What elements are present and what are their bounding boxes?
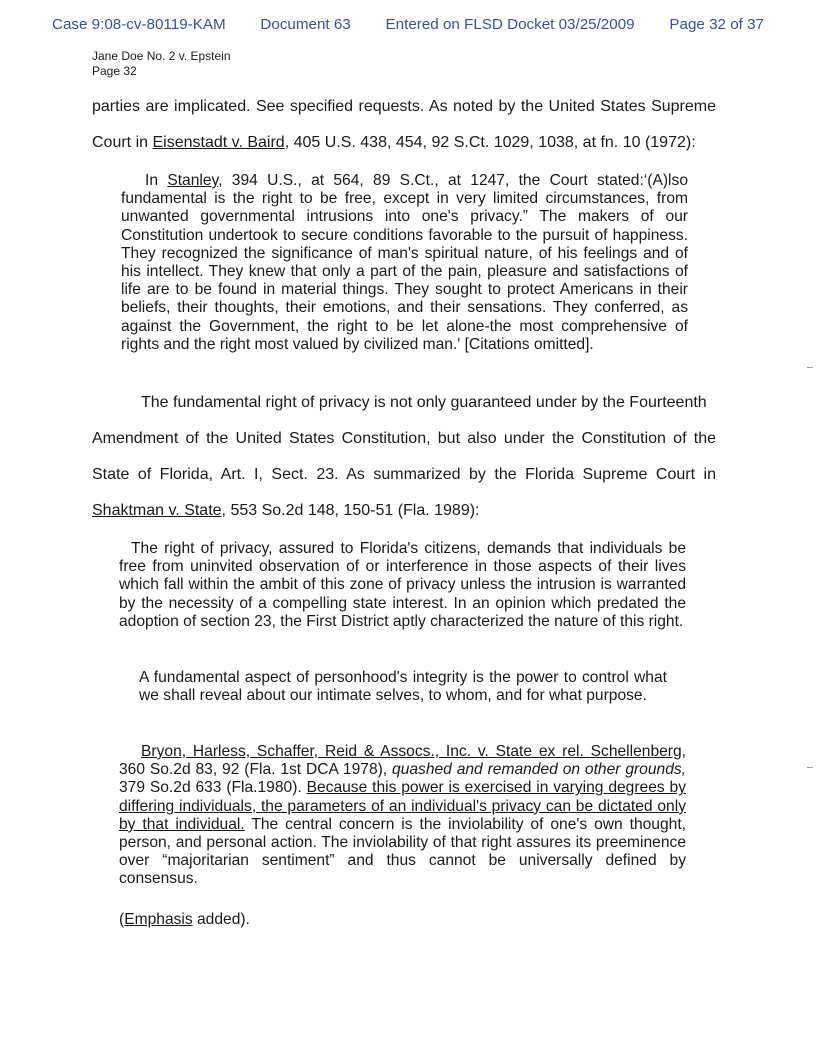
case-number: Case 9:08-cv-80119-KAM [52, 15, 226, 33]
body-line: The fundamental right of privacy is not only guaranteed under by the Fourteenth [141, 394, 707, 411]
body-line: Court in Eisenstadt v. Baird, 405 U.S. 438, 454, 92 S.Ct. 1029, 1038, at fn. 10 (1972): [92, 134, 696, 151]
scan-mark [807, 767, 813, 768]
page-count: Page 32 of 37 [669, 15, 764, 33]
body-line: Shaktman v. State, 553 So.2d 148, 150-51 (Fla. 1989): [92, 502, 480, 519]
scan-mark [807, 367, 813, 368]
case-citation: Bryon, Harless, Schaffer, Reid & Assocs., Inc. v. State ex rel. Schellenberg [141, 743, 682, 760]
document-number: Document 63 [260, 15, 351, 33]
docket-entry: Entered on FLSD Docket 03/25/2009 [385, 15, 635, 33]
case-citation: Eisenstadt v. Baird [152, 134, 285, 151]
block-quote: Bryon, Harless, Schaffer, Reid & Assocs., Inc. v. State ex rel. Schellenberg, 360 So.2d 83, 92 (Fla. 1st DCA 1978), quashed and remanded on other grounds, 379 So.2d 633 (Fla.1980). Because this power is exercised in varying degrees by differing individuals, the parameters of an individual's privacy can be dictated only by that individual. The central concern is the inviolability of one's own thought, person, and personal action. The inviolability of that right assures its preeminence over “majoritarian sentiment” and thus cannot be universally defined by consensus. [119, 743, 686, 888]
case-caption: Jane Doe No. 2 v. Epstein [92, 49, 231, 63]
case-citation: Stanley [167, 172, 219, 189]
body-line: parties are implicated. See specified requests. As noted by the United States Supreme [92, 98, 716, 115]
body-line: State of Florida, Art. I, Sect. 23. As summarized by the Florida Supreme Court in [92, 466, 716, 483]
page-label: Page 32 [92, 64, 137, 78]
emphasis-note: (Emphasis added). [119, 911, 250, 928]
case-citation: Shaktman v. State [92, 502, 222, 519]
block-quote: In Stanley, 394 U.S., at 564, 89 S.Ct., at 1247, the Court stated:‘(A)lso fundamental is the right to be free, except in very limited circumstances, from unwanted governmental intrusions into one's privacy.” The makers of our Constitution undertook to secure conditions favorable to the pursuit of happiness. They recognized the significance of man's spiritual nature, of his feelings and of his intellect. They knew that only a part of the pain, pleasure and satisfactions of life are to be found in material things. They sought to protect Americans in their beliefs, their thoughts, their emotions, and their sensations. They conferred, as against the Government, the right to be let alone-the most comprehensive of rights and the right most valued by civilized man.' [Citations omitted]. [121, 172, 688, 353]
body-line: Amendment of the United States Constitution, but also under the Constitution of the [92, 430, 716, 447]
court-banner [0, 13, 816, 35]
emphasized-passage: Because this power is exercised in varying degrees by differing individuals, the parameters of an individual's privacy can be dictated only by that individual. [119, 779, 686, 833]
nested-quote: A fundamental aspect of personhood's integrity is the power to control what we shall reveal about our intimate selves, to whom, and for what purpose. [139, 669, 667, 705]
block-quote: The right of privacy, assured to Florida's citizens, demands that individuals be free from uninvited observation of or interference in those aspects of their lives which fall within the ambit of this zone of privacy unless the intrusion is warranted by the necessity of a compelling state interest. In an opinion which predated the adoption of section 23, the First District aptly characterized the nature of this right. [119, 540, 686, 630]
